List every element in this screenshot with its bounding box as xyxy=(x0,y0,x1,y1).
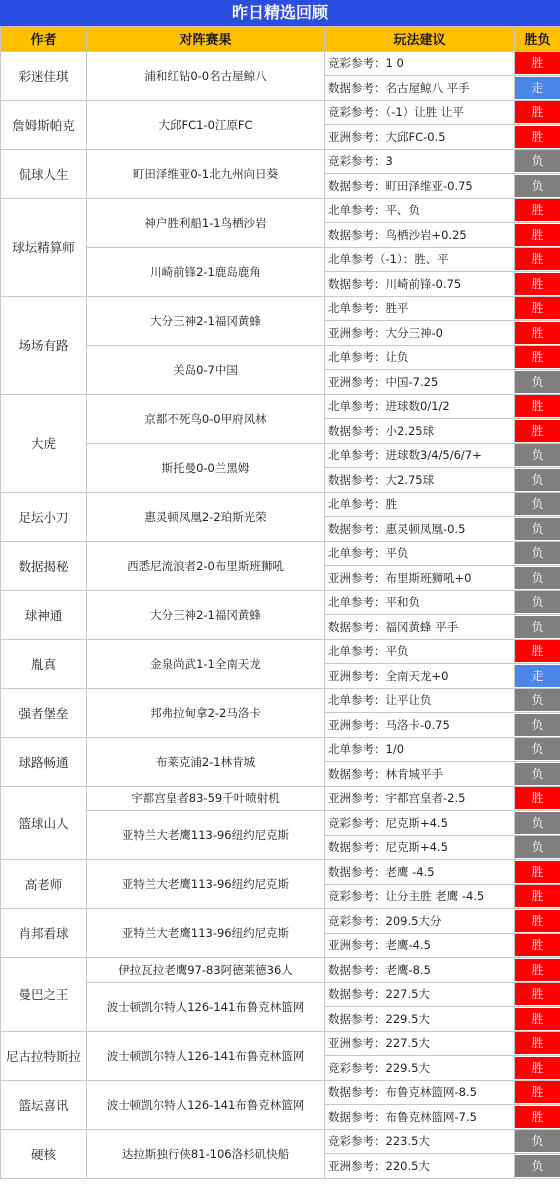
match-cell: 西悉尼流浪者2-0布里斯班狮吼 xyxy=(87,541,325,590)
author-cell: 数据揭秘 xyxy=(1,541,87,590)
match-cell: 川崎前锋2-1鹿岛鹿角 xyxy=(87,247,325,296)
result-cell xyxy=(515,909,560,934)
result-cell xyxy=(515,149,560,174)
result-badge: 负 xyxy=(515,812,560,834)
suggestion-cell: 数据参考：大2.75球 xyxy=(325,468,515,493)
result-badge: 胜 xyxy=(515,1008,560,1030)
result-cell xyxy=(515,860,560,885)
suggestion-cell: 竞彩参考：（-1）让胜 让平 xyxy=(325,100,515,125)
match-cell: 神户胜利船1-1鸟栖沙岩 xyxy=(87,198,325,247)
suggestion-cell: 北单参考：平负 xyxy=(325,639,515,664)
suggestion-cell: 北单参考：平负 xyxy=(325,541,515,566)
match-cell: 布莱克浦2-1林肯城 xyxy=(87,737,325,786)
author-cell: 球坛精算师 xyxy=(1,198,87,296)
result-cell xyxy=(515,1031,560,1056)
suggestion-cell: 北单参考：胜平 xyxy=(325,296,515,321)
suggestion-cell: 北单参考：胜 xyxy=(325,492,515,517)
result-badge: 负 xyxy=(515,542,560,564)
result-badge: 胜 xyxy=(515,199,560,221)
suggestion-cell: 北单参考：进球数0/1/2 xyxy=(325,394,515,419)
match-cell: 大分三神2-1福冈黄蜂 xyxy=(87,296,325,345)
header-author: 作者 xyxy=(1,27,87,52)
suggestion-cell: 数据参考：小2.25球 xyxy=(325,419,515,444)
result-cell xyxy=(515,1154,560,1179)
author-cell: 詹姆斯帕克 xyxy=(1,100,87,149)
author-cell: 大虎 xyxy=(1,394,87,492)
suggestion-cell: 数据参考：布鲁克林篮网-7.5 xyxy=(325,1105,515,1130)
result-cell xyxy=(515,247,560,272)
match-cell: 邦弗拉甸拿2-2马洛卡 xyxy=(87,688,325,737)
suggestion-cell: 竞彩参考：223.5大 xyxy=(325,1129,515,1154)
table-row xyxy=(1,149,560,174)
result-badge: 负 xyxy=(515,371,560,393)
result-badge: 负 xyxy=(515,591,560,613)
result-badge: 胜 xyxy=(515,101,560,123)
suggestion-cell: 亚洲参考：中国-7.25 xyxy=(325,370,515,395)
table-row xyxy=(1,688,560,713)
result-badge: 走 xyxy=(515,665,560,687)
suggestion-cell: 竞彩参考：3 xyxy=(325,149,515,174)
table-row xyxy=(1,590,560,615)
author-cell: 曼巴之王 xyxy=(1,958,87,1032)
result-badge: 胜 xyxy=(515,983,560,1005)
result-cell xyxy=(515,1056,560,1081)
result-badge: 胜 xyxy=(515,273,560,295)
result-badge: 胜 xyxy=(515,126,560,148)
suggestion-cell: 北单参考：平、负 xyxy=(325,198,515,223)
suggestion-cell: 数据参考：川崎前锋-0.75 xyxy=(325,272,515,297)
result-badge: 负 xyxy=(515,1155,560,1177)
suggestion-cell: 亚洲参考：220.5大 xyxy=(325,1154,515,1179)
result-badge: 胜 xyxy=(515,885,560,907)
suggestion-cell: 数据参考：布鲁克林篮网-8.5 xyxy=(325,1080,515,1105)
suggestion-cell: 亚洲参考：大分三神-0 xyxy=(325,321,515,346)
table-row xyxy=(1,737,560,762)
match-cell: 大分三神2-1福冈黄蜂 xyxy=(87,590,325,639)
result-badge: 胜 xyxy=(515,52,560,74)
result-badge: 胜 xyxy=(515,861,560,883)
result-cell xyxy=(515,345,560,370)
suggestion-cell: 北单参考：进球数3/4/5/6/7+ xyxy=(325,443,515,468)
result-badge: 负 xyxy=(515,763,560,785)
result-cell xyxy=(515,1105,560,1130)
table-row xyxy=(1,296,560,321)
result-badge: 负 xyxy=(515,714,560,736)
author-cell: 彩迷佳琪 xyxy=(1,51,87,100)
result-cell xyxy=(515,100,560,125)
suggestion-cell: 亚洲参考：大邱FC-0.5 xyxy=(325,125,515,150)
suggestion-cell: 竞彩参考：229.5大 xyxy=(325,1056,515,1081)
table-row xyxy=(1,1129,560,1154)
result-badge: 负 xyxy=(515,567,560,589)
result-badge: 走 xyxy=(515,77,560,99)
match-cell: 斯托曼0-0兰黑姆 xyxy=(87,443,325,492)
suggestion-cell: 竞彩参考：让分主胜 老鹰 -4.5 xyxy=(325,884,515,909)
suggestion-cell: 亚洲参考：宇都宫皇者-2.5 xyxy=(325,786,515,811)
match-cell: 宇都宫皇者83-59千叶喷射机 xyxy=(87,786,325,811)
suggestion-cell: 数据参考：福冈黄蜂 平手 xyxy=(325,615,515,640)
result-badge: 胜 xyxy=(515,787,560,809)
suggestion-cell: 亚洲参考：布里斯班狮吼+0 xyxy=(325,566,515,591)
result-cell xyxy=(515,958,560,983)
result-cell xyxy=(515,76,560,101)
header-row xyxy=(1,27,560,52)
table-row xyxy=(1,786,560,811)
result-cell xyxy=(515,590,560,615)
result-cell xyxy=(515,762,560,787)
result-cell xyxy=(515,615,560,640)
match-cell: 达拉斯独行侠81-106洛杉矶快船 xyxy=(87,1129,325,1178)
result-cell xyxy=(515,125,560,150)
author-cell: 场场有路 xyxy=(1,296,87,394)
result-cell xyxy=(515,835,560,860)
suggestion-cell: 数据参考：老鹰-8.5 xyxy=(325,958,515,983)
match-cell: 浦和红钻0-0名古屋鲸八 xyxy=(87,51,325,100)
result-badge: 胜 xyxy=(515,1081,560,1103)
result-badge: 胜 xyxy=(515,959,560,981)
table-row xyxy=(1,860,560,885)
suggestion-cell: 数据参考：227.5大 xyxy=(325,982,515,1007)
result-badge: 胜 xyxy=(515,420,560,442)
result-badge: 负 xyxy=(515,493,560,515)
result-cell xyxy=(515,639,560,664)
suggestion-cell: 竞彩参考：209.5大分 xyxy=(325,909,515,934)
table-row xyxy=(1,958,560,983)
table-row xyxy=(1,51,560,76)
result-cell xyxy=(515,174,560,199)
result-cell xyxy=(515,933,560,958)
result-cell xyxy=(515,884,560,909)
match-cell: 亚特兰大老鹰113-96纽约尼克斯 xyxy=(87,811,325,860)
match-cell: 波士顿凯尔特人126-141布鲁克林篮网 xyxy=(87,1031,325,1080)
author-cell: 球神通 xyxy=(1,590,87,639)
table-row xyxy=(1,198,560,223)
result-badge: 负 xyxy=(515,616,560,638)
suggestion-cell: 数据参考：林肯城平手 xyxy=(325,762,515,787)
suggestion-cell: 数据参考：鸟栖沙岩+0.25 xyxy=(325,223,515,248)
table-row xyxy=(1,1031,560,1056)
result-badge: 胜 xyxy=(515,322,560,344)
result-badge: 胜 xyxy=(515,248,560,270)
result-cell xyxy=(515,688,560,713)
result-badge: 胜 xyxy=(515,346,560,368)
result-cell xyxy=(515,492,560,517)
result-cell xyxy=(515,982,560,1007)
result-badge: 胜 xyxy=(515,1057,560,1079)
table-row xyxy=(1,394,560,419)
result-cell xyxy=(515,566,560,591)
result-badge: 负 xyxy=(515,518,560,540)
author-cell: 尼古拉特斯拉 xyxy=(1,1031,87,1080)
match-cell: 亚特兰大老鹰113-96纽约尼克斯 xyxy=(87,860,325,909)
match-cell: 伊拉瓦拉老鹰97-83阿德莱德36人 xyxy=(87,958,325,983)
result-cell xyxy=(515,541,560,566)
suggestion-cell: 亚洲参考：全南天龙+0 xyxy=(325,664,515,689)
result-badge: 负 xyxy=(515,175,560,197)
result-cell xyxy=(515,321,560,346)
page-title: 昨日精选回顾 xyxy=(0,0,560,26)
suggestion-cell: 亚洲参考：老鹰-4.5 xyxy=(325,933,515,958)
result-badge: 胜 xyxy=(515,395,560,417)
author-cell: 篮球山人 xyxy=(1,786,87,860)
suggestion-cell: 亚洲参考：马洛卡-0.75 xyxy=(325,713,515,738)
suggestion-cell: 亚洲参考：227.5大 xyxy=(325,1031,515,1056)
result-cell xyxy=(515,737,560,762)
suggestion-cell: 数据参考：尼克斯+4.5 xyxy=(325,835,515,860)
result-cell xyxy=(515,370,560,395)
suggestion-cell: 北单参考：让平让负 xyxy=(325,688,515,713)
match-cell: 京都不死鸟0-0甲府风林 xyxy=(87,394,325,443)
result-cell xyxy=(515,394,560,419)
suggestion-cell: 竞彩参考：尼克斯+4.5 xyxy=(325,811,515,836)
match-cell: 惠灵顿凤凰2-2珀斯光荣 xyxy=(87,492,325,541)
match-cell: 金泉尚武1-1全南天龙 xyxy=(87,639,325,688)
result-cell xyxy=(515,419,560,444)
table-body xyxy=(1,51,560,1178)
result-cell xyxy=(515,517,560,542)
result-cell xyxy=(515,1007,560,1032)
match-cell: 大邱FC1-0江原FC xyxy=(87,100,325,149)
author-cell: 足坛小刀 xyxy=(1,492,87,541)
result-cell xyxy=(515,223,560,248)
header-result: 胜负 xyxy=(515,27,560,52)
result-cell xyxy=(515,468,560,493)
result-cell xyxy=(515,51,560,76)
suggestion-cell: 竞彩参考：1 0 xyxy=(325,51,515,76)
review-table xyxy=(0,26,560,1179)
author-cell: 侃球人生 xyxy=(1,149,87,198)
suggestion-cell: 北单参考：平和负 xyxy=(325,590,515,615)
author-cell: 强者堡垒 xyxy=(1,688,87,737)
result-badge: 负 xyxy=(515,444,560,466)
result-badge: 胜 xyxy=(515,934,560,956)
result-badge: 胜 xyxy=(515,224,560,246)
suggestion-cell: 北单参考：让负 xyxy=(325,345,515,370)
result-cell xyxy=(515,664,560,689)
table-row xyxy=(1,639,560,664)
match-cell: 町田泽维亚0-1北九州向日葵 xyxy=(87,149,325,198)
result-cell xyxy=(515,811,560,836)
result-badge: 负 xyxy=(515,738,560,760)
author-cell: 胤真 xyxy=(1,639,87,688)
suggestion-cell: 数据参考：町田泽维亚-0.75 xyxy=(325,174,515,199)
table-row xyxy=(1,1080,560,1105)
suggestion-cell: 数据参考：229.5大 xyxy=(325,1007,515,1032)
result-badge: 负 xyxy=(515,469,560,491)
table-row xyxy=(1,541,560,566)
result-cell xyxy=(515,786,560,811)
result-cell xyxy=(515,443,560,468)
table-row xyxy=(1,100,560,125)
header-match: 对阵赛果 xyxy=(87,27,325,52)
match-cell: 关岛0-7中国 xyxy=(87,345,325,394)
suggestion-cell: 北单参考（-1）：胜、平 xyxy=(325,247,515,272)
suggestion-cell: 数据参考：惠灵顿凤凰-0.5 xyxy=(325,517,515,542)
result-badge: 负 xyxy=(515,1130,560,1152)
result-cell xyxy=(515,713,560,738)
result-cell xyxy=(515,1129,560,1154)
match-cell: 波士顿凯尔特人126-141布鲁克林篮网 xyxy=(87,1080,325,1129)
match-cell: 亚特兰大老鹰113-96纽约尼克斯 xyxy=(87,909,325,958)
result-badge: 胜 xyxy=(515,640,560,662)
result-cell xyxy=(515,198,560,223)
author-cell: 高老师 xyxy=(1,860,87,909)
table-row xyxy=(1,909,560,934)
author-cell: 肖邦看球 xyxy=(1,909,87,958)
match-cell: 波士顿凯尔特人126-141布鲁克林篮网 xyxy=(87,982,325,1031)
result-badge: 胜 xyxy=(515,1106,560,1128)
suggestion-cell: 数据参考：老鹰 -4.5 xyxy=(325,860,515,885)
suggestion-cell: 北单参考：1/0 xyxy=(325,737,515,762)
result-cell xyxy=(515,272,560,297)
suggestion-cell: 数据参考：名古屋鲸八 平手 xyxy=(325,76,515,101)
result-badge: 负 xyxy=(515,836,560,858)
result-badge: 负 xyxy=(515,689,560,711)
result-badge: 负 xyxy=(515,150,560,172)
author-cell: 篮坛喜讯 xyxy=(1,1080,87,1129)
result-cell xyxy=(515,1080,560,1105)
result-badge: 胜 xyxy=(515,910,560,932)
result-badge: 胜 xyxy=(515,1032,560,1054)
result-cell xyxy=(515,296,560,321)
result-badge: 胜 xyxy=(515,297,560,319)
author-cell: 球路畅通 xyxy=(1,737,87,786)
table-row xyxy=(1,492,560,517)
author-cell: 硬核 xyxy=(1,1129,87,1178)
header-suggestion: 玩法建议 xyxy=(325,27,515,52)
